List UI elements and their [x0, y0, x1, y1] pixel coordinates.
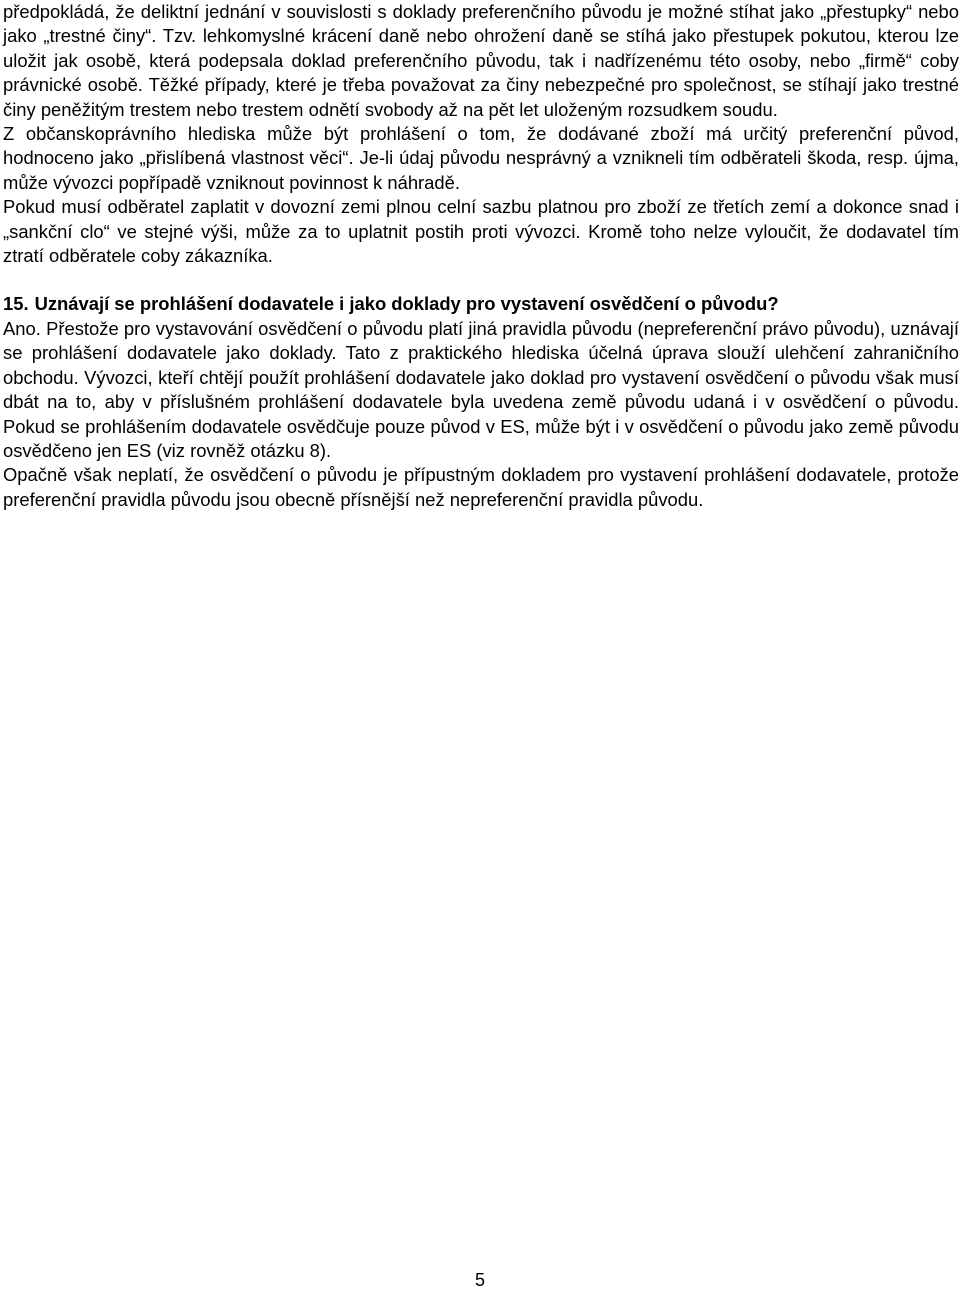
- paragraph: Ano. Přestože pro vystavování osvědčení o původu platí jiná pravidla původu (nepreferenční právo původu), uznávají se prohlášení dodavatele jako doklady. Tato z praktického hlediska účelná úprava slouží ulehčení zahraničního obchodu. Vývozci, kteří chtějí použít prohlášení dodavatele jako doklad pro vystavení osvědčení o původu však musí dbát na to, aby v příslušném prohlášení dodavatele byla uvedena země původu udaná i v osvědčení o původu. Pokud se prohlášením dodavatele osvědčuje pouze původ v ES, může být i v osvědčení o původu jako země původu osvědčeno jen ES (viz rovněž otázku 8).: [3, 317, 959, 461]
- question-text: Uznávají se prohlášení dodavatele i jako doklady pro vystavení osvědčení o původu?: [34, 293, 779, 315]
- paragraph: předpokládá, že deliktní jednání v souvislosti s doklady preferenčního původu je možné stíhat jako „přestupky“ nebo jako „trestné činy“. Tzv. lehkomyslné krácení daně nebo ohrožení daně se stíhá jako přestupek pokutou, kterou lze uložit jak osobě, která podepsala doklad preferenčního původu, tak i nadřízenému této osoby, nebo „firmě“ coby právnické osobě. Těžké případy, které je třeba považovat za činy nebezpečné pro společnost, se stíhají jako trestné činy peněžitým trestem nebo trestem odnětí svobody až na pět let uloženým rozsudkem soudu.: [3, 1, 959, 120]
- document-page: [3, 0, 959, 512]
- question-number: 15.: [3, 293, 29, 315]
- paragraph: Z občanskoprávního hlediska může být prohlášení o tom, že dodávané zboží má určitý preferenční původ, hodnoceno jako „přislíbená vlastnost věci“. Je-li údaj původu nesprávný a vznikneli tím odběrateli škoda, resp. újma, může vývozci popřípadě vzniknout povinnost k náhradě.: [3, 123, 959, 193]
- question-heading: [3, 292, 959, 316]
- paragraph-spacer: [3, 268, 959, 292]
- page-number: 5: [474, 1270, 485, 1290]
- paragraph: Pokud musí odběratel zaplatit v dovozní zemi plnou celní sazbu platnou pro zboží ze třetích zemí a dokonce snad i „sankční clo“ ve stejné výši, může za to uplatnit postih proti vývozci. Kromě toho nelze vyloučit, že dodavatel tím ztratí odběratele coby zákazníka.: [3, 196, 959, 267]
- paragraph: Opačně však neplatí, že osvědčení o původu je přípustným dokladem pro vystavení prohlášení dodavatele, protože preferenční pravidla původu jsou obecně přísnější než nepreferenční pravidla původu.: [3, 464, 959, 510]
